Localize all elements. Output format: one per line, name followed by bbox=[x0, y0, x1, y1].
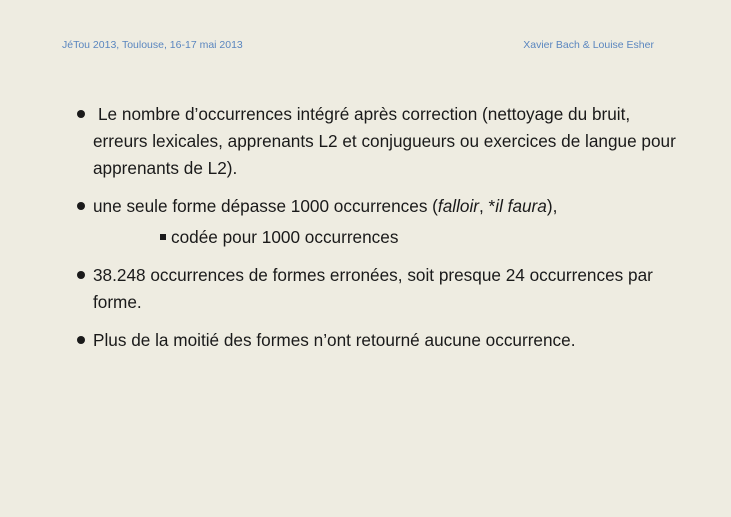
bullet-text-before: une seule forme dépasse 1000 occurrences ( bbox=[93, 196, 438, 216]
bullet-text: Le nombre d’occurrences intégré après correction (nettoyage du bruit, erreurs lexicales, apprenants L2 et conjugueurs ou exercices de langue pour apprenants de L2). bbox=[93, 104, 676, 178]
bullet-text-after: ), bbox=[546, 196, 558, 216]
bullet-item bbox=[76, 101, 676, 182]
square-bullet-icon bbox=[160, 234, 166, 240]
bullet-dot-icon bbox=[77, 271, 85, 279]
header-left: JéTou 2013, Toulouse, 16-17 mai 2013 bbox=[62, 39, 243, 51]
bullet-dot-icon bbox=[77, 202, 85, 210]
bullet-item bbox=[76, 193, 676, 251]
bullet-italic-falloir: falloir bbox=[437, 196, 479, 216]
bullet-item bbox=[76, 262, 676, 316]
bullet-dot-icon bbox=[77, 110, 85, 118]
bullet-text-mid: , * bbox=[479, 196, 496, 216]
bullet-item bbox=[76, 327, 676, 354]
bullet-text: 38.248 occurrences de formes erronées, soit presque 24 occurrences par forme. bbox=[93, 265, 653, 312]
bullet-list bbox=[76, 101, 676, 354]
sub-bullet-text: codée pour 1000 occurrences bbox=[171, 227, 399, 247]
bullet-italic-il-faura: il faura bbox=[495, 196, 547, 216]
bullet-dot-icon bbox=[77, 336, 85, 344]
sub-bullet-item bbox=[93, 224, 676, 251]
header-right: Xavier Bach & Louise Esher bbox=[523, 39, 654, 51]
bullet-text bbox=[93, 196, 557, 216]
bullet-text: Plus de la moitié des formes n’ont retourné aucune occurrence. bbox=[93, 330, 576, 350]
